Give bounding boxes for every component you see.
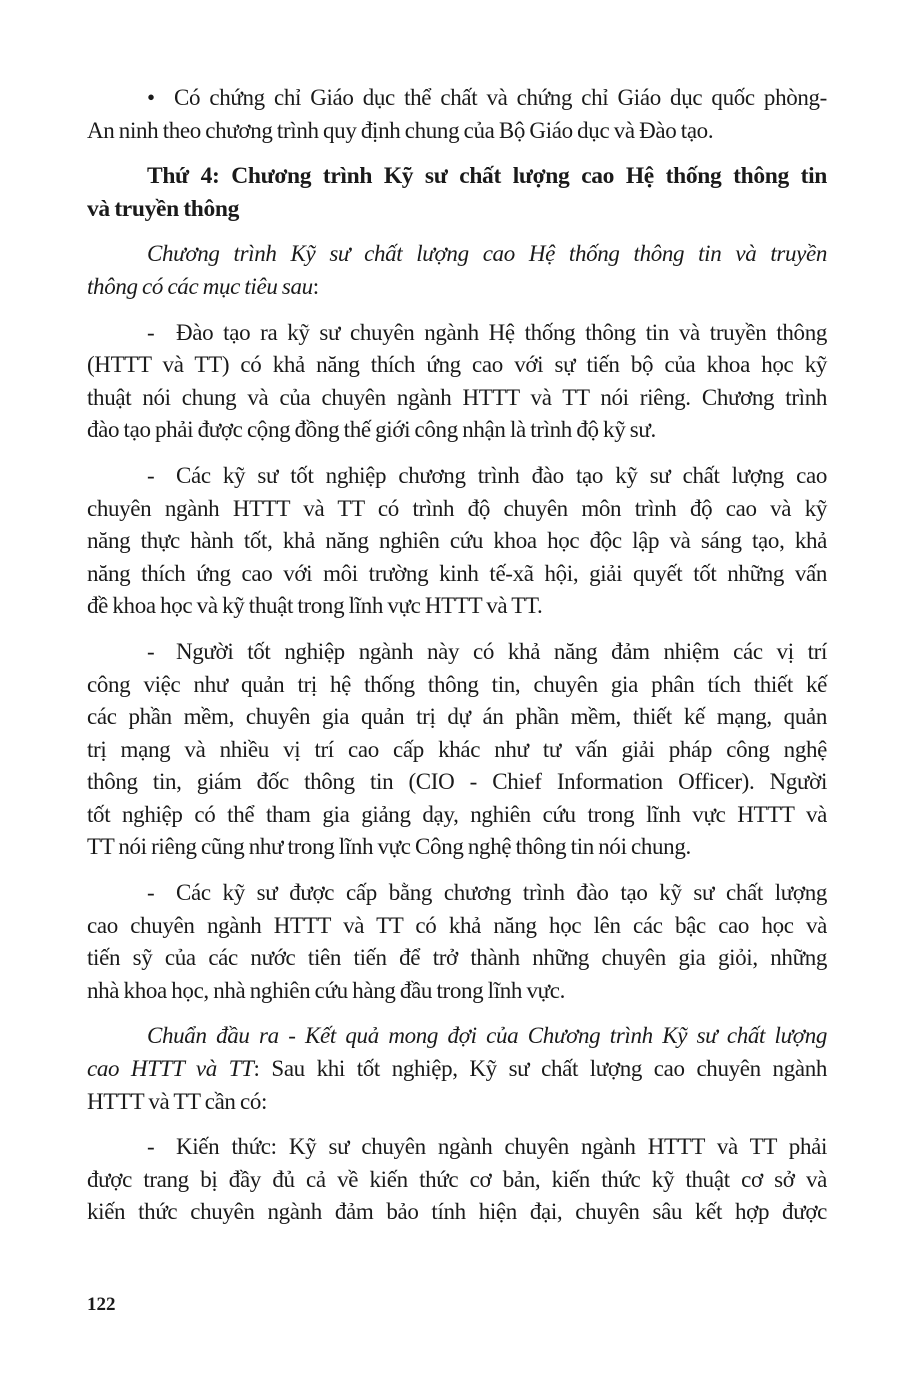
heading-line: Thứ 4: Chương trình Kỹ sư chất lượng cao Hệ thống thông tin [147,163,827,190]
page-body [87,82,827,1242]
text-line: được trang bị đầy đủ cả về kiến thức cơ bản, kiến thức kỹ thuật cơ sở và [87,1166,827,1192]
objectives-intro [87,238,827,303]
dash-paragraph-graduates [87,460,827,623]
text-line: cao HTTT và TT: Sau khi tốt nghiệp, Kỹ sư chất lượng cao chuyên ngành [87,1056,828,1082]
text-line: tốt nghiệp có thể tham gia giảng dạy, nghiên cứu trong lĩnh vực HTTT và [87,801,827,827]
dash-icon: - [147,1134,155,1160]
text-line: đào tạo phải được cộng đồng thế giới công nhận là trình độ kỹ sư. [87,417,656,443]
text-line: tiến sỹ của các nước tiên tiến để trở thành những chuyên gia giỏi, những [87,945,827,971]
text-line: - Đào tạo ra kỹ sư chuyên ngành Hệ thống thông tin và truyền thông [87,317,827,350]
text-line: - Các kỹ sư tốt nghiệp chương trình đào tạo kỹ sư chất lượng cao [87,460,827,493]
text-line: thuật nói chung và của chuyên ngành HTTT và TT nói riêng. Chương trình [87,384,827,410]
text-line: thông có các mục tiêu sau: [87,273,319,299]
dash-paragraph-careers [87,636,827,864]
dash-icon: - [147,638,155,664]
dash-icon: - [147,880,155,906]
text-line: trị mạng và nhiều vị trí cao cấp khác như tư vấn giải pháp công nghệ [87,736,827,762]
bullet-paragraph-certificates [87,82,827,147]
text-line: Chương trình Kỹ sư chất lượng cao Hệ thống thông tin và truyền [147,241,827,267]
text-line: (HTTT và TT) có khả năng thích ứng cao với sự tiến bộ của khoa học kỹ [87,352,827,378]
dash-paragraph-training [87,317,827,447]
text-line: năng thích ứng cao với môi trường kinh tế-xã hội, giải quyết tốt những vấn [87,560,827,586]
learning-outcomes-intro [87,1020,827,1118]
text-line: công việc như quản trị hệ thống thông tin, chuyên gia phân tích thiết kế [87,671,827,697]
text-line: Chuẩn đầu ra - Kết quả mong đợi của Chương trình Kỹ sư chất lượng [147,1023,827,1049]
dash-paragraph-knowledge [87,1131,827,1229]
heading-line: và truyền thông [87,195,240,222]
text-line: TT nói riêng cũng như trong lĩnh vực Công nghệ thông tin nói chung. [87,834,691,860]
text-line: năng thực hành tốt, khả năng nghiên cứu khoa học độc lập và sáng tạo, khả [87,528,827,554]
text-line: - Người tốt nghiệp ngành này có khả năng đảm nhiệm các vị trí [87,636,827,669]
text-line: các phần mềm, chuyên gia quản trị dự án phần mềm, thiết kế mạng, quản [87,704,827,730]
dash-icon: - [147,462,155,488]
text-line: An ninh theo chương trình quy định chung của Bộ Giáo dục và Đào tạo. [87,117,714,143]
dash-paragraph-further-study [87,877,827,1007]
text-line: kiến thức chuyên ngành đảm bảo tính hiện đại, chuyên sâu kết hợp được [87,1199,827,1225]
section-heading [87,160,827,225]
page-number: 122 [87,1294,116,1315]
text-line: đề khoa học và kỹ thuật trong lĩnh vực HTTT và TT. [87,593,543,619]
text-line: • Có chứng chỉ Giáo dục thể chất và chứng chỉ Giáo dục quốc phòng- [87,82,827,115]
text-line: HTTT và TT cần có: [87,1088,268,1114]
text-line: cao chuyên ngành HTTT và TT có khả năng học lên các bậc cao học và [87,912,827,938]
text-line: chuyên ngành HTTT và TT có trình độ chuyên môn trình độ cao và kỹ [87,495,827,521]
text-line: thông tin, giám đốc thông tin (CIO - Chief Information Officer). Người [87,769,827,795]
text-line: - Kiến thức: Kỹ sư chuyên ngành chuyên ngành HTTT và TT phải [87,1131,827,1164]
bullet-icon: • [147,85,155,110]
dash-icon: - [147,319,155,345]
text-line: - Các kỹ sư được cấp bằng chương trình đào tạo kỹ sư chất lượng [87,877,827,910]
text-line: nhà khoa học, nhà nghiên cứu hàng đầu trong lĩnh vực. [87,977,565,1003]
